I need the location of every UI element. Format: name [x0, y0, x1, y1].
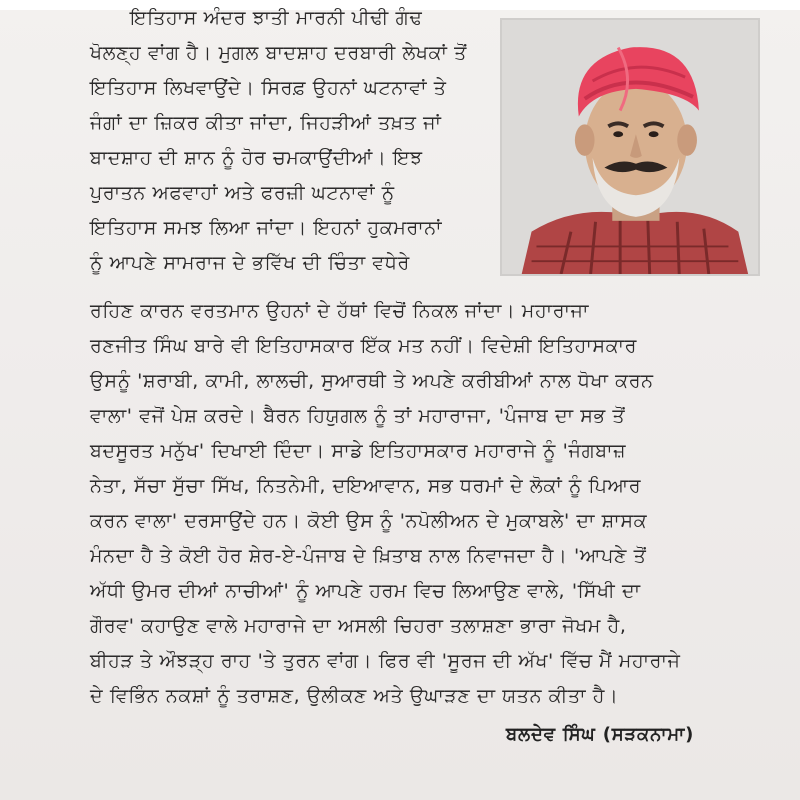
paragraph-line: ਗੌਰਵ' ਕਹਾਉਣ ਵਾਲੇ ਮਹਾਰਾਜੇ ਦਾ ਅਸਲੀ ਚਿਹਰਾ ਤਲਾਸ਼ਣਾ ਭਾਰਾ ਜੋਖਮ ਹੈ, [90, 615, 627, 637]
paragraph-line: ਉਸਨੂੰ 'ਸ਼ਰਾਬੀ, ਕਾਮੀ, ਲਾਲਚੀ, ਸੁਆਰਥੀ ਤੇ ਅਪਣੇ ਕਰੀਬੀਆਂ ਨਾਲ ਧੋਖਾ ਕਰਨ [90, 370, 654, 392]
paragraph-line: ਬੀਹੜ ਤੇ ਔਝੜ੍ਹ ਰਾਹ 'ਤੇ ਤੁਰਨ ਵਾਂਗ। ਫਿਰ ਵੀ 'ਸੂਰਜ ਦੀ ਅੱਖ' ਵਿੱਚ ਮੈਂ ਮਹਾਰਾਜੇ [90, 650, 681, 672]
paragraph-line: ਇਤਿਹਾਸ ਲਿਖਵਾਉਂਦੇ। ਸਿਰਫ਼ ਉਹਨਾਂ ਘਟਨਾਵਾਂ ਤੇ [90, 77, 447, 99]
paragraph-line: ਇਤਿਹਾਸ ਸਮਝ ਲਿਆ ਜਾਂਦਾ। ਇਹਨਾਂ ਹੁਕਮਰਾਨਾਂ [90, 217, 443, 239]
paragraph-line: ਵਾਲਾ' ਵਜੋਂ ਪੇਸ਼ ਕਰਦੇ। ਬੈਰਨ ਹਿਯੁਗਲ ਨੂੰ ਤਾਂ ਮਹਾਰਾਜਾ, 'ਪੰਜਾਬ ਦਾ ਸਭ ਤੋਂ [90, 405, 626, 427]
author-photo-illustration [502, 20, 758, 274]
paragraph-line: ਨੇਤਾ, ਸੱਚਾ ਸੁੱਚਾ ਸਿੱਖ, ਨਿਤਨੇਮੀ, ਦਇਆਵਾਨ, ਸਭ ਧਰਮਾਂ ਦੇ ਲੋਕਾਂ ਨੂੰ ਪਿਆਰ [90, 475, 642, 497]
paragraph-line: ਰਣਜੀਤ ਸਿੰਘ ਬਾਰੇ ਵੀ ਇਤਿਹਾਸਕਾਰ ਇੱਕ ਮਤ ਨਹੀਂ। ਵਿਦੇਸ਼ੀ ਇਤਿਹਾਸਕਾਰ [90, 335, 637, 357]
author-signature: ਬਲਦੇਵ ਸਿੰਘ (ਸੜਕਨਾਮਾ) [506, 724, 695, 745]
paragraph-line: ਮੰਨਦਾ ਹੈ ਤੇ ਕੋਈ ਹੋਰ ਸ਼ੇਰ-ਏ-ਪੰਜਾਬ ਦੇ ਖ਼ਿਤਾਬ ਨਾਲ ਨਿਵਾਜਦਾ ਹੈ। 'ਆਪਣੇ ਤੋਂ [90, 545, 647, 567]
paragraph-line: ਇਤਿਹਾਸ ਅੰਦਰ ਝਾਤੀ ਮਾਰਨੀ ਪੀਢੀ ਗੰਢ [130, 7, 423, 29]
paragraph-line: ਖੋਲਣ੍ਹ ਵਾਂਗ ਹੈ। ਮੁਗਲ ਬਾਦਸ਼ਾਹ ਦਰਬਾਰੀ ਲੇਖਕਾਂ ਤੋਂ [90, 42, 467, 64]
paragraph-line: ਬਦਸੂਰਤ ਮਨੁੱਖ' ਦਿਖਾਈ ਦਿੰਦਾ। ਸਾਡੇ ਇਤਿਹਾਸਕਾਰ ਮਹਾਰਾਜੇ ਨੂੰ 'ਜੰਗਬਾਜ਼ [90, 440, 627, 462]
paragraph-line: ਜੰਗਾਂ ਦਾ ਜ਼ਿਕਰ ਕੀਤਾ ਜਾਂਦਾ, ਜਿਹੜੀਆਂ ਤਖ਼ਤ ਜਾਂ [90, 112, 442, 134]
paragraph-line: ਨੂੰ ਆਪਣੇ ਸਾਮਰਾਜ ਦੇ ਭਵਿੱਖ ਦੀ ਚਿੰਤਾ ਵਧੇਰੇ [90, 252, 410, 274]
paragraph-line: ਬਾਦਸ਼ਾਹ ਦੀ ਸ਼ਾਨ ਨੂੰ ਹੋਰ ਚਮਕਾਉਂਦੀਆਂ। ਇਝ [90, 147, 423, 169]
paragraph-line: ਕਰਨ ਵਾਲਾ' ਦਰਸਾਉਂਦੇ ਹਨ। ਕੋਈ ਉਸ ਨੂੰ 'ਨਪੋਲੀਅਨ ਦੇ ਮੁਕਾਬਲੇ' ਦਾ ਸ਼ਾਸਕ [90, 510, 648, 532]
author-photo [500, 18, 760, 276]
paragraph-line: ਅੱਧੀ ਉਮਰ ਦੀਆਂ ਨਾਚੀਆਂ' ਨੂੰ ਆਪਣੇ ਹਰਮ ਵਿਚ ਲਿਆਉਣ ਵਾਲੇ, 'ਸਿੱਖੀ ਦਾ [90, 580, 641, 602]
paragraph-line: ਰਹਿਣ ਕਾਰਨ ਵਰਤਮਾਨ ਉਹਨਾਂ ਦੇ ਹੱਥਾਂ ਵਿਚੋਂ ਨਿਕਲ ਜਾਂਦਾ। ਮਹਾਰਾਜਾ [90, 300, 589, 322]
paragraph-line: ਪੁਰਾਤਨ ਅਫਵਾਹਾਂ ਅਤੇ ਫਰਜ਼ੀ ਘਟਨਾਵਾਂ ਨੂੰ [90, 182, 395, 204]
paragraph-line: ਦੇ ਵਿਭਿੰਨ ਨਕਸ਼ਾਂ ਨੂੰ ਤਰਾਸ਼ਣ, ਉਲੀਕਣ ਅਤੇ ਉਘਾੜਣ ਦਾ ਯਤਨ ਕੀਤਾ ਹੈ। [90, 685, 619, 707]
